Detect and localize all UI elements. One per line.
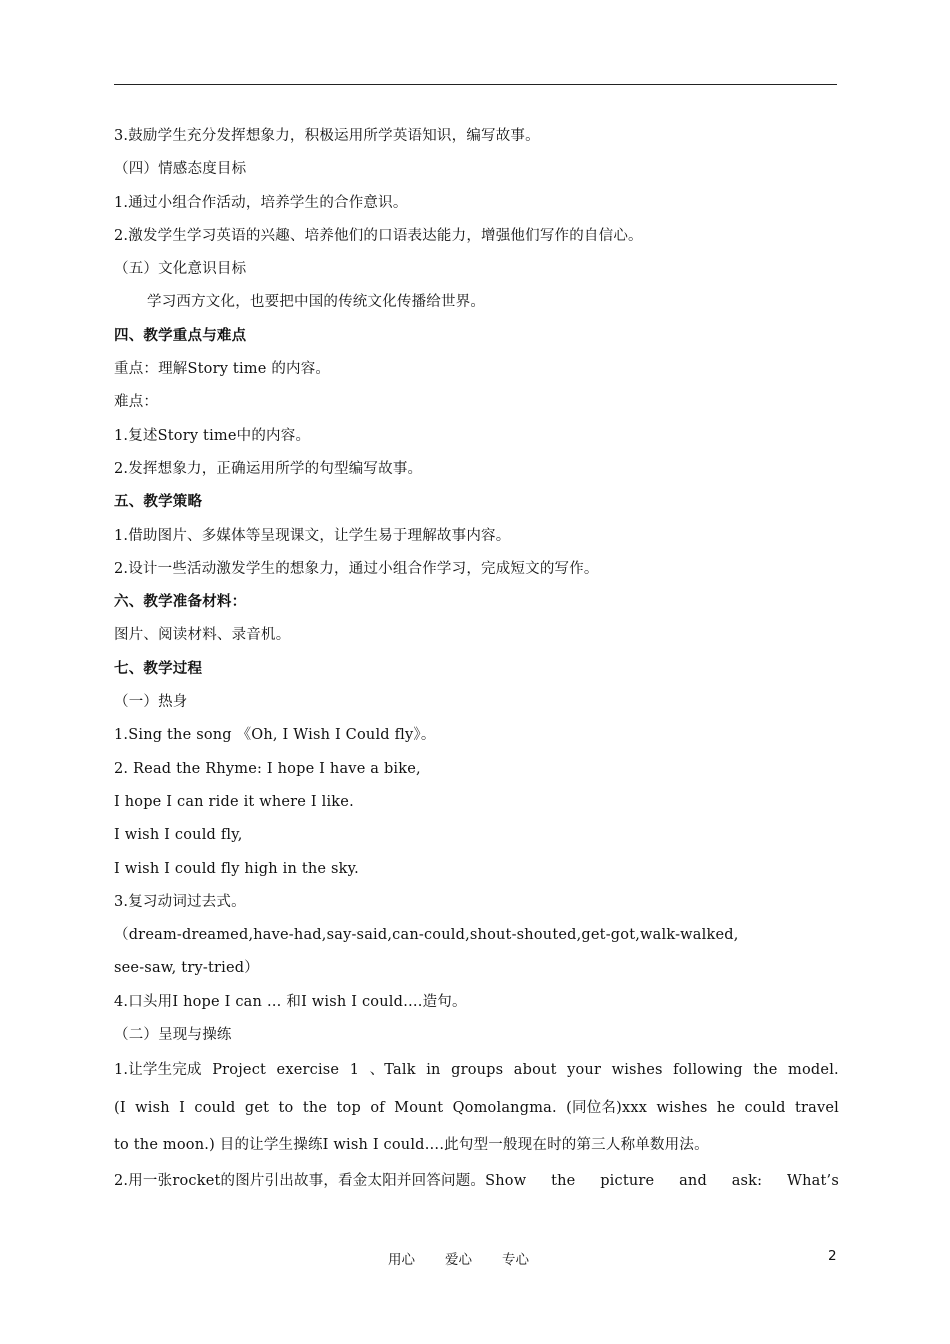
word: 1.让学生完成 [114,1062,202,1079]
text-line [114,1165,839,1198]
text-line: 重点：理解Story time 的内容。 [114,361,331,378]
word: the [551,1172,576,1189]
word: in [426,1062,441,1079]
word: 2.用一张rocket的图片引出故事，看金太阳并回答问题。Show [114,1172,527,1189]
word: to [278,1099,294,1116]
section-heading: 六、教学准备材料： [114,594,247,611]
word: could [744,1099,786,1116]
text-line [114,1052,839,1090]
text-line: 1.借助图片、多媒体等呈现课文，让学生易于理解故事内容。 [114,527,511,544]
section-subheading: （二）呈现与操练 [114,1027,232,1044]
word: could [194,1099,236,1116]
word: your [567,1062,602,1079]
text-line: 1.通过小组合作活动，培养学生的合作意识。 [114,194,408,211]
word: I [179,1099,186,1116]
section-heading: 五、教学策略 [114,494,203,511]
word: and [679,1172,707,1189]
word: 、Talk [369,1062,416,1079]
word: (同位名)xxx [566,1099,648,1116]
word: of [370,1099,385,1116]
text-line: see-saw, try-tried） [114,960,259,977]
page-footer [0,1248,950,1268]
text-line: （dream-dreamed,have-had,say-said,can-could,shout-shouted,get-got,walk-walked, [114,927,739,944]
page-number: 2 [828,1248,837,1264]
text-line: 学习西方文化，也要把中国的传统文化传播给世界。 [147,294,486,311]
section-subheading: （五）文化意识目标 [114,261,247,278]
text-line: I wish I could fly, [114,827,243,844]
word: 1 [349,1062,360,1079]
word: ask: [731,1172,763,1189]
word: travel [794,1099,839,1116]
text-line: 2. Read the Rhyme: I hope I have a bike, [114,760,421,777]
text-line: 3.复习动词过去式。 [114,893,246,910]
word: the [302,1099,328,1116]
word: picture [600,1172,655,1189]
text-line: to the moon.) 目的让学生操练I wish I could….此句型一般现在时的第三人称单数用法。 [114,1137,709,1154]
word: wishes [611,1062,663,1079]
word: about [513,1062,557,1079]
word: Project [212,1062,267,1079]
word: wish [135,1099,170,1116]
section-subheading: （一）热身 [114,694,188,711]
word: the [753,1062,778,1079]
text-line: 图片、阅读材料、录音机。 [114,627,291,644]
text-line: 3.鼓励学生充分发挥想象力，积极运用所学英语知识，编写故事。 [114,128,540,144]
text-line: I hope I can ride it where I like. [114,793,354,810]
word: groups [451,1062,504,1079]
word: Qomolangma. [452,1099,557,1116]
word: top [336,1099,361,1116]
header-rule [114,84,837,85]
footer-motto: 爱心 [445,1252,472,1268]
word: What’s [787,1172,839,1189]
footer-motto: 用心 [388,1252,415,1268]
text-line: 2.发挥想象力，正确运用所学的句型编写故事。 [114,460,423,477]
document-body [114,120,839,1198]
word: (I [114,1099,126,1116]
text-line: I wish I could fly high in the sky. [114,860,359,877]
text-line: 1.Sing the song 《Oh, I Wish I Could fly》。 [114,727,436,744]
text-line: 1.复述Story time中的内容。 [114,427,311,444]
word: Mount [394,1099,444,1116]
footer-motto: 专心 [502,1252,529,1268]
word: following [673,1062,743,1079]
text-line: 2.激发学生学习英语的兴趣、培养他们的口语表达能力，增强他们写作的自信心。 [114,227,643,244]
section-subheading: （四）情感态度目标 [114,161,247,178]
text-line: 2.设计一些活动激发学生的想象力，通过小组合作学习，完成短文的写作。 [114,560,599,577]
word: get [244,1099,270,1116]
text-line: 难点： [114,394,159,411]
text-line [114,1090,839,1128]
section-heading: 四、教学重点与难点 [114,327,247,344]
word: wishes [656,1099,708,1116]
section-heading: 七、教学过程 [114,660,203,677]
word: he [716,1099,736,1116]
word: model. [788,1062,839,1079]
word: exercise [276,1062,340,1079]
text-line: 4.口头用I hope I can … 和I wish I could….造句。 [114,993,467,1010]
footer-mottos [388,1248,529,1268]
